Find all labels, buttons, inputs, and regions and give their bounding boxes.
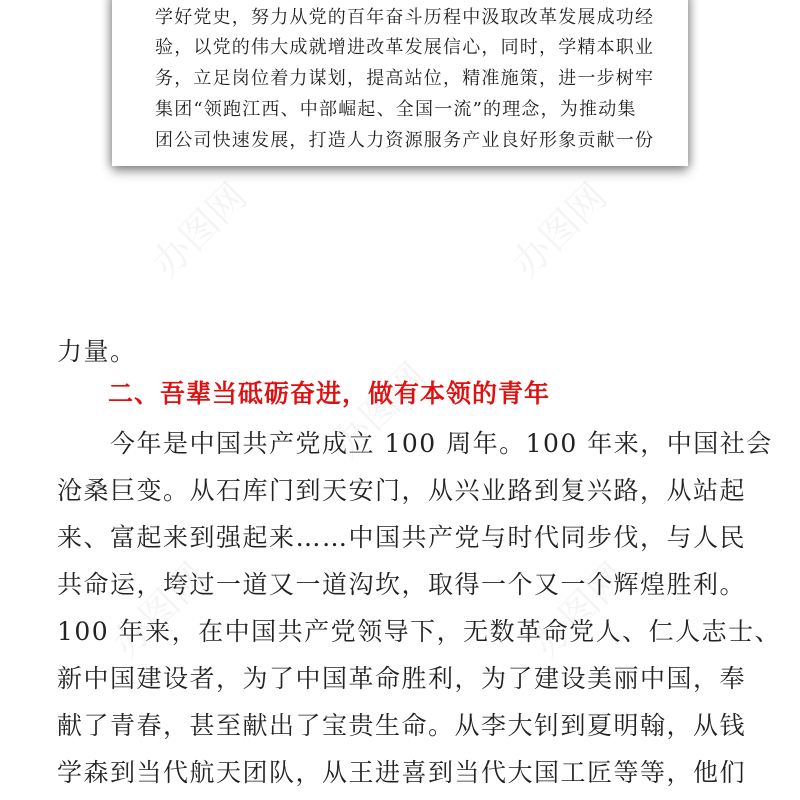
card-text-line: 集团“领跑江西、中部崛起、全国一流”的理念，为推动集 [155,99,637,120]
watermark: 办图网 [523,554,636,666]
paragraph-line: 新中国建设者，为了中国革命胜利，为了建设美丽中国，奉 [57,664,747,693]
card-text-line: 学好党史，努力从党的百年奋斗历程中汲取改革发展成功经 [155,7,655,28]
paragraph-line: 今年是中国共产党成立 100 周年。100 年来，中国社会 [57,429,773,458]
paragraph-line: 学森到当代航天团队，从王进喜到当代大国工匠等等，他们 [57,758,747,787]
paragraph-line: 献了青春，甚至献出了宝贵生命。从李大钊到夏明翰，从钱 [57,711,747,740]
watermark: 办图网 [323,354,436,466]
paragraph-line: 100 年来，在中国共产党领导下，无数革命党人、仁人志士、 [57,617,782,646]
section-heading: 二、吾辈当砥砺奋进，做有本领的青年 [108,379,551,408]
continuation-line: 力量。 [57,337,137,366]
watermark: 办图网 [103,554,216,666]
watermark: 办图网 [143,174,256,286]
card-text-line: 团公司快速发展，打造人力资源服务产业良好形象贡献一份 [155,130,655,151]
card-text-line: 验，以党的伟大成就增进改革发展信心，同时，学精本职业 [155,37,655,58]
card-text-line: 务，立足岗位着力谋划，提高站位，精准施策，进一步树牢 [155,68,655,89]
watermark: 办图网 [503,174,616,286]
paragraph-line: 共命运，垮过一道又一道沟坎，取得一个又一个辉煌胜利。 [57,570,747,599]
paragraph-line: 来、富起来到强起来……中国共产党与时代同步伐，与人民 [57,523,747,552]
paragraph-line: 沧桑巨变。从石库门到天安门，从兴业路到复兴路，从站起 [57,476,747,505]
